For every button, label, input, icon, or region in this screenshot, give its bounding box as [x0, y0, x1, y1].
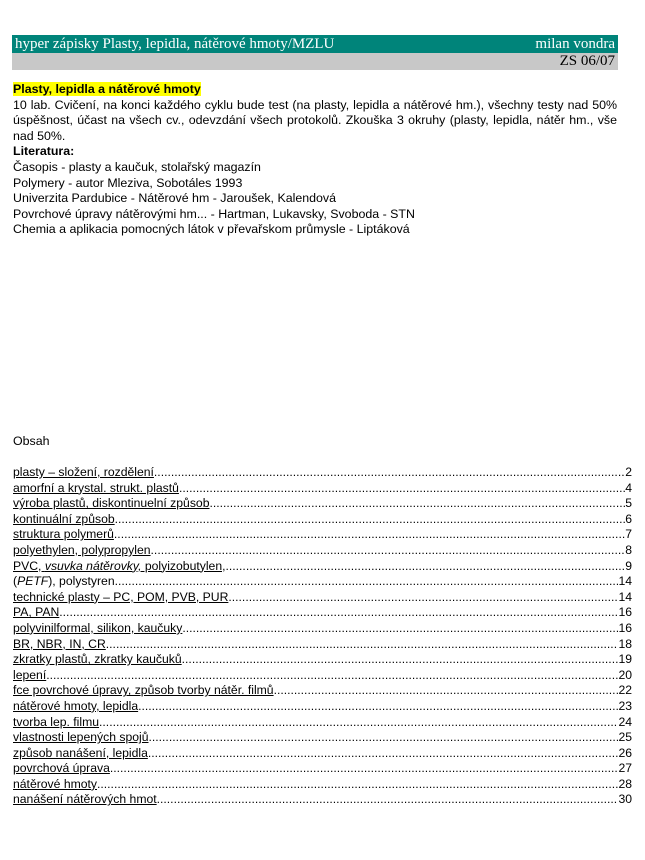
toc-entry-label-petf[interactable]: (PETF), polystyren [13, 574, 115, 589]
toc-entry-label[interactable]: povrchová úprava [13, 761, 110, 776]
toc-entry-page: 26 [618, 745, 632, 760]
author-name: milan vondra [535, 36, 615, 52]
toc-entry-label[interactable]: polyvinilformal, silikon, kaučuky [13, 620, 183, 635]
toc-entry-page: 4 [625, 480, 632, 495]
toc-entry[interactable] [13, 761, 632, 777]
toc-entry-label[interactable]: způsob nanášení, lepidla [13, 745, 148, 760]
toc-entry-page: 14 [618, 574, 632, 589]
toc-entry-label[interactable]: struktura polymerů [13, 527, 114, 542]
toc-entry-page: 8 [625, 542, 632, 557]
intro-section [13, 82, 617, 238]
intro-paragraph: 10 lab. Cvičení, na konci každého cyklu bude test (na plasty, lepidla a nátěrové hm.), všechny testy nad 50% úspěšnost, účast na všech cv., odevzdání všech protokolů. Zkouška 3 okruhy (plasty, lepidla, nátěr hm., vše nad 50%. [13, 97, 617, 143]
toc-entry[interactable] [13, 605, 632, 621]
toc-entry-label[interactable]: amorfní a krystal. strukt. plastů [13, 480, 179, 495]
toc-entry-page: 9 [625, 558, 632, 573]
toc-entry[interactable] [13, 590, 632, 606]
literature-label: Literatura: [13, 144, 75, 159]
toc-entry-page: 28 [618, 776, 632, 791]
semester-bar [12, 53, 618, 70]
toc-entry-label[interactable]: tvorba lep. filmu [13, 714, 100, 729]
toc-entry-page: 22 [618, 683, 632, 698]
literature-item: Univerzita Pardubice - Nátěrové hm - Jaroušek, Kalendová [13, 191, 336, 206]
toc-entry-page: 23 [618, 698, 632, 713]
toc-entry-page: 16 [618, 605, 632, 620]
toc-entry-label[interactable]: BR, NBR, IN, CR [13, 636, 106, 651]
literature-item: Chemia a aplikacia pomocných látok v převařskom průmysle - Liptáková [13, 222, 410, 237]
toc-entry-label[interactable]: nanášení nátěrových hmot [13, 792, 157, 807]
toc-entry-page: 16 [618, 620, 632, 635]
toc-entry[interactable] [13, 792, 632, 808]
toc-entry-page: 27 [618, 761, 632, 776]
toc-entry-label-pvc[interactable]: PVC, vsuvka nátěrovky, polyizobutylen, [13, 558, 226, 573]
toc-entry-page: 25 [618, 730, 632, 745]
toc-entry[interactable] [13, 683, 632, 699]
literature-item: Časopis - plasty a kaučuk, stolařský magazín [13, 159, 261, 174]
toc-entry[interactable] [13, 496, 632, 512]
toc-entry-page: 14 [618, 589, 632, 604]
toc-entry[interactable] [13, 512, 632, 528]
toc-entry-label[interactable]: výroba plastů, diskontinuelní způsob [13, 496, 210, 511]
toc-entry[interactable] [13, 527, 632, 543]
toc-entry-page: 2 [625, 465, 632, 479]
toc-entry[interactable] [13, 715, 632, 731]
toc-entry-label[interactable]: plasty – složení, rozdělení [13, 465, 154, 479]
toc-entry[interactable] [13, 543, 632, 559]
toc-entry[interactable] [13, 465, 632, 481]
toc-entry[interactable] [13, 481, 632, 497]
toc-entry-label[interactable]: lepení [13, 667, 47, 682]
toc-entry[interactable] [13, 777, 632, 793]
toc-entry[interactable] [13, 574, 632, 590]
toc-entry-label[interactable]: vlastnosti lepených spojů [13, 730, 149, 745]
toc-entry[interactable] [13, 746, 632, 762]
toc-entry-page: 24 [618, 714, 632, 729]
toc-entry[interactable] [13, 637, 632, 653]
toc-entry[interactable] [13, 621, 632, 637]
toc-entry-label[interactable]: zkratky plastů, zkratky kaučuků [13, 652, 182, 667]
table-of-contents [13, 465, 632, 808]
toc-entry-label[interactable]: PA, PAN [13, 605, 60, 620]
semester-label: ZS 06/07 [559, 53, 615, 69]
toc-entry-label[interactable]: kontinuální způsob [13, 511, 115, 526]
toc-entry-page: 6 [625, 511, 632, 526]
toc-entry-page: 7 [625, 527, 632, 542]
toc-entry[interactable] [13, 559, 632, 575]
toc-entry-page: 20 [618, 667, 632, 682]
toc-entry-page: 19 [618, 652, 632, 667]
toc-title: Obsah [13, 434, 50, 448]
header-banner [12, 35, 618, 53]
toc-entry[interactable] [13, 652, 632, 668]
literature-item: Polymery - autor Mleziva, Sobotáles 1993 [13, 175, 243, 190]
toc-entry-label[interactable]: technické plasty – PC, POM, PVB, PUR [13, 589, 229, 604]
document-title: hyper zápisky Plasty, lepidla, nátěrové hmoty/MZLU [15, 36, 335, 52]
toc-entry-label[interactable]: nátěrové hmoty [13, 776, 98, 791]
toc-entry[interactable] [13, 730, 632, 746]
toc-entry-page: 30 [618, 792, 632, 807]
toc-entry-label[interactable]: fce povrchové úpravy, způsob tvorby nátěr. filmů [13, 683, 274, 698]
toc-entry-page: 18 [618, 636, 632, 651]
toc-entry[interactable] [13, 699, 632, 715]
toc-entry[interactable] [13, 668, 632, 684]
section-heading: Plasty, lepidla a nátěrové hmoty [13, 82, 201, 96]
toc-entry-label[interactable]: nátěrové hmoty, lepidla [13, 698, 139, 713]
toc-entry-label[interactable]: polyethylen, polypropylen [13, 542, 151, 557]
toc-entry-page: 5 [625, 496, 632, 511]
literature-item: Povrchové úpravy nátěrovými hm... - Hartman, Lukavsky, Svoboda - STN [13, 206, 415, 221]
